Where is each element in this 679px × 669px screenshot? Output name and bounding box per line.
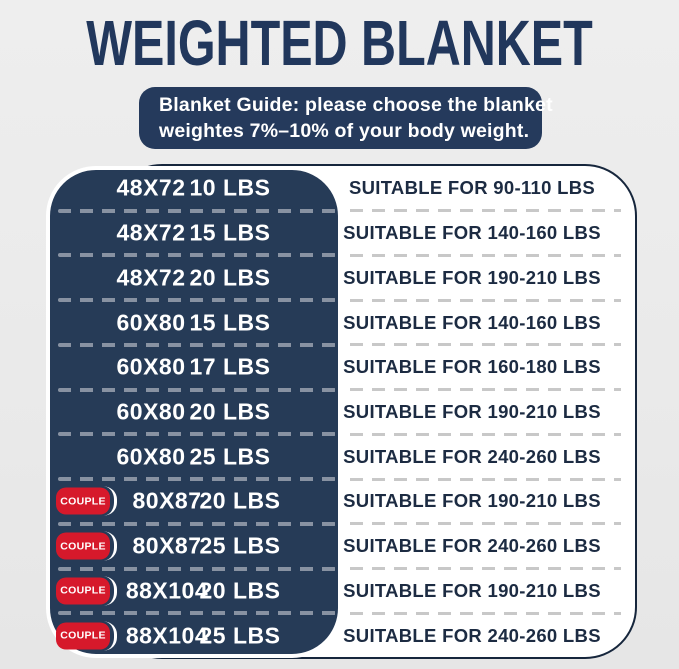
size-cell: 80X87	[132, 532, 202, 559]
row-separator	[58, 611, 621, 615]
weight-cell: 20 LBS	[199, 577, 281, 604]
weight-cell: 20 LBS	[199, 487, 281, 514]
suitable-cell: SUITABLE FOR 240-260 LBS	[343, 624, 601, 646]
size-cell: 60X80	[116, 398, 186, 425]
couple-badge: COUPLE	[56, 622, 110, 649]
table-row	[46, 524, 637, 569]
suitable-cell: SUITABLE FOR 190-210 LBS	[343, 490, 601, 512]
banner-line-1: Blanket Guide: please choose the blanket	[159, 94, 553, 116]
size-cell: 88X104	[125, 577, 209, 604]
table-row	[46, 390, 637, 435]
size-cell: 60X80	[116, 309, 186, 336]
table-row	[46, 434, 637, 479]
suitable-cell: SUITABLE FOR 140-160 LBS	[343, 222, 601, 244]
row-separator	[58, 253, 621, 257]
weight-cell: 25 LBS	[199, 532, 281, 559]
table-row	[46, 613, 637, 658]
row-separator	[58, 432, 621, 436]
size-cell: 88X104	[125, 622, 209, 649]
suitable-cell: SUITABLE FOR 190-210 LBS	[343, 266, 601, 288]
suitable-cell: SUITABLE FOR 140-160 LBS	[343, 311, 601, 333]
suitable-cell: SUITABLE FOR 90-110 LBS	[348, 177, 596, 199]
suitable-cell: SUITABLE FOR 190-210 LBS	[343, 400, 601, 422]
table-row	[46, 166, 637, 211]
size-cell: 60X80	[116, 443, 186, 470]
blanket-guide-banner	[139, 87, 553, 149]
row-separator	[58, 388, 621, 392]
page-title: WEIGHTED BLANKET	[86, 7, 593, 79]
size-table	[46, 166, 637, 658]
weight-cell: 20 LBS	[189, 398, 271, 425]
size-cell: 48X72	[116, 174, 186, 201]
weight-cell: 15 LBS	[189, 309, 271, 336]
couple-badge: COUPLE	[56, 577, 110, 604]
size-cell: 60X80	[116, 353, 186, 380]
suitable-cell: SUITABLE FOR 160-180 LBS	[343, 356, 601, 378]
size-cell: 48X72	[116, 219, 186, 246]
size-cell: 80X87	[132, 487, 202, 514]
couple-badge: COUPLE	[56, 488, 110, 515]
weight-cell: 25 LBS	[199, 622, 281, 649]
weight-cell: 25 LBS	[189, 443, 271, 470]
row-separator	[58, 343, 621, 347]
table-row	[46, 345, 637, 390]
table-row	[46, 300, 637, 345]
couple-badge: COUPLE	[56, 533, 110, 560]
row-separator	[58, 209, 621, 213]
weight-cell: 15 LBS	[189, 219, 271, 246]
weight-cell: 20 LBS	[189, 264, 271, 291]
row-separator	[58, 298, 621, 302]
size-cell: 48X72	[116, 264, 186, 291]
table-row	[46, 255, 637, 300]
row-separator	[58, 477, 621, 481]
suitable-cell: SUITABLE FOR 190-210 LBS	[343, 579, 601, 601]
row-separator	[58, 522, 621, 526]
suitable-cell: SUITABLE FOR 240-260 LBS	[343, 535, 601, 557]
table-row	[46, 479, 637, 524]
weight-cell: 17 LBS	[189, 353, 271, 380]
table-row	[46, 569, 637, 614]
suitable-cell: SUITABLE FOR 240-260 LBS	[343, 445, 601, 467]
weight-cell: 10 LBS	[189, 174, 271, 201]
banner-line-2: weightes 7%–10% of your body weight.	[159, 120, 530, 142]
table-row	[46, 211, 637, 256]
row-separator	[58, 567, 621, 571]
